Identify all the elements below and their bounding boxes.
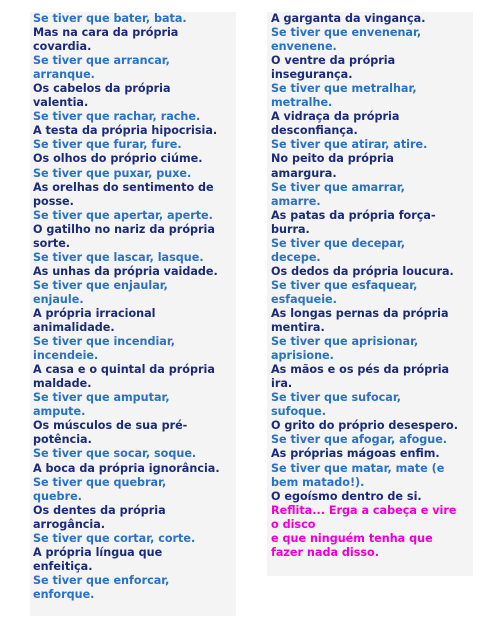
- poem-line: e que ninguém tenha que: [271, 531, 433, 545]
- poem-line: A casa e o quintal da própria: [33, 363, 215, 377]
- poem-column-right: [267, 12, 473, 576]
- poem-line: Se tiver que enforcar,: [33, 573, 170, 587]
- poem-line: Se tiver que aprisionar,: [271, 335, 419, 349]
- poem-line: Se tiver que decepar,: [271, 236, 405, 250]
- poem-line: Se tiver que atirar, atire.: [271, 138, 428, 152]
- poem-line: A vidraça da própria: [271, 110, 400, 124]
- poem-line: Se tiver que socar, soque.: [33, 447, 197, 461]
- poem-line: Se tiver que quebrar,: [33, 475, 167, 489]
- poem-line: O gatilho no nariz da própria: [33, 222, 215, 236]
- poem-line: ira.: [271, 377, 293, 391]
- poem-line: incendeie.: [33, 349, 99, 363]
- poem-line: posse.: [33, 194, 74, 208]
- poem-line: esfaqueie.: [271, 292, 337, 306]
- poem-line: bem matado!).: [271, 475, 365, 489]
- poem-line: Os músculos de sua pré-: [33, 419, 188, 433]
- poem-line: Se tiver que puxar, puxe.: [33, 166, 192, 180]
- poem-line: Mas na cara da própria: [33, 26, 179, 40]
- poem-line: O ventre da própria: [271, 54, 396, 68]
- poem-line: As patas da própria força-: [271, 208, 436, 222]
- poem-line: Se tiver que incendiar,: [33, 335, 175, 349]
- poem-line: Se tiver que amarrar,: [271, 180, 405, 194]
- poem-line: As mãos e os pés da própria: [271, 363, 450, 377]
- poem-line: insegurança.: [271, 68, 353, 82]
- poem-line: valentia.: [33, 96, 89, 110]
- poem-line: Os dentes da própria: [33, 503, 166, 517]
- poem-line: ampute.: [33, 405, 86, 419]
- poem-line: Se tiver que sufocar,: [271, 391, 401, 405]
- poem-line: A boca da própria ignorância.: [33, 461, 220, 475]
- poem-line: desconfiança.: [271, 124, 358, 138]
- poem-line: fazer nada disso.: [271, 545, 379, 559]
- poem-line: Se tiver que lascar, lasque.: [33, 250, 204, 264]
- poem-line: Se tiver que enjaular,: [33, 278, 168, 292]
- poem-line: Os olhos do próprio ciúme.: [33, 152, 203, 166]
- poem-line: O grito do próprio desespero.: [271, 419, 458, 433]
- poem-line: Se tiver que arrancar,: [33, 54, 170, 68]
- poem-line: Se tiver que metralhar,: [271, 82, 417, 96]
- poem-line: enfeitiça.: [33, 559, 93, 573]
- poem-line: aprisione.: [271, 349, 334, 363]
- poem-line: O egoísmo dentro de si.: [271, 489, 422, 503]
- poem-line: Se tiver que bater, bata.: [33, 12, 187, 25]
- poem-line: quebre.: [33, 489, 82, 503]
- poem-line: Se tiver que cortar, corte.: [33, 531, 196, 545]
- poem-line: As próprias mágoas enfim.: [271, 447, 440, 461]
- poem-line: Se tiver que esfaquear,: [271, 278, 418, 292]
- poem-line: burra.: [271, 222, 310, 236]
- poem-line: As longas pernas da própria: [271, 306, 449, 320]
- poem-line: arranque.: [33, 68, 95, 82]
- poem-line: amarre.: [271, 194, 321, 208]
- poem-line: A testa da própria hipocrisia.: [33, 124, 218, 138]
- poem-line: As orelhas do sentimento de: [33, 180, 214, 194]
- poem-line: enforque.: [33, 587, 95, 601]
- poem-line: Os dedos da própria loucura.: [271, 264, 454, 278]
- poem-line: sorte.: [33, 236, 71, 250]
- poem-line: Se tiver que matar, mate (e: [271, 461, 445, 475]
- poem-line: metralhe.: [271, 96, 333, 110]
- poem-line: decepe.: [271, 250, 321, 264]
- poem-line: arrogância.: [33, 517, 106, 531]
- poem-line: A garganta da vingança.: [271, 12, 426, 25]
- poem-line: maldade.: [33, 377, 92, 391]
- poem-line: enjaule.: [33, 292, 84, 306]
- poem-line: Se tiver que envenenar,: [271, 26, 422, 40]
- poem-line: mentira.: [271, 321, 325, 335]
- poem-line: As unhas da própria vaidade.: [33, 264, 218, 278]
- poem-line: Se tiver que afogar, afogue.: [271, 433, 448, 447]
- poem-line: Se tiver que rachar, rache.: [33, 110, 201, 124]
- poem-line: envenene.: [271, 40, 337, 54]
- poem-line: Se tiver que apertar, aperte.: [33, 208, 213, 222]
- poem-line: No peito da própria: [271, 152, 394, 166]
- poem-line: o disco: [271, 517, 316, 531]
- poem-line: covardia.: [33, 40, 92, 54]
- poem-line: A própria língua que: [33, 545, 163, 559]
- poem-line: Se tiver que furar, fure.: [33, 138, 182, 152]
- poem-line: potência.: [33, 433, 92, 447]
- poem-line: A própria irracional: [33, 306, 156, 320]
- poem-line: Reflita... Erga a cabeça e vire: [271, 503, 457, 517]
- poem-line: Se tiver que amputar,: [33, 391, 170, 405]
- poem-line: sufoque.: [271, 405, 326, 419]
- poem-line: Os cabelos da própria: [33, 82, 171, 96]
- poem-line: amargura.: [271, 166, 337, 180]
- poem-line: animalidade.: [33, 321, 115, 335]
- poem-column-left: [30, 12, 236, 616]
